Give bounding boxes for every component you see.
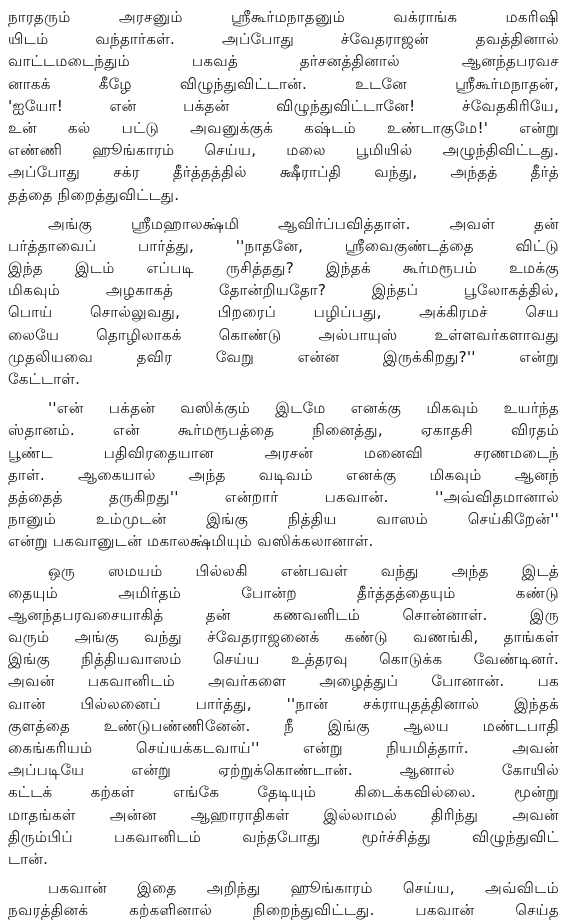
text-line: பர்த்தாவைப் பார்த்து, ''நாதனே, ஸ்ரீவைகுண்டத்தை விட்டு <box>8 236 559 255</box>
text-line: தத்தை நிறைத்துவிட்டது. <box>8 185 180 204</box>
text-line: கைங்கரியம் செய்யக்கடவாய்'' என்று நியமித்தார். அவன் <box>8 739 559 757</box>
paragraph-1 <box>8 6 559 206</box>
text-line: நவரத்தினக் கற்களினால் நிறைந்துவிட்டது. பகவான் செய்த <box>8 901 559 920</box>
paragraph-gap <box>8 553 559 560</box>
text-line: தத்தைத் தருகிறது'' என்றார் பகவான். ''அவ்விதமானால் <box>8 487 559 506</box>
paragraph-gap <box>8 870 559 877</box>
text-line: கேட்டாள். <box>8 370 81 388</box>
text-line: வான் பில்லனைப் பார்த்து, ''நான் சக்ராயுதத்தினால் இந்தக் <box>8 694 559 713</box>
text-line: ஸ்தானம். என் கூர்மரூபத்தை நினைத்து, ஏகாதசி விரதம் <box>8 421 559 440</box>
text-line: திரும்பிப் பகவானிடம் வந்தபோது மூர்ச்சித்து விழுந்துவிட் <box>8 827 559 846</box>
text-line: குளத்தை உண்டுபண்ணினேன். நீ இங்கு ஆலய மண்டபாதி <box>8 716 559 735</box>
text-line: வரும் அங்கு வந்து ச்வேதராஜனைக் கண்டு வணங்கி, தாங்கள் <box>8 628 559 647</box>
paragraph-2 <box>8 213 559 391</box>
text-line: யிடம் வந்தார்கள். அப்போது ச்வேதராஜன் தவத்தினால் <box>8 30 559 49</box>
text-line: வாட்டமடைந்தும் பகவத் தர்சனத்தினால் ஆனந்தபரவச <box>8 52 559 71</box>
text-line: தாள். ஆகையால் அந்த வடிவம் எனக்கு மிகவும் ஆனந் <box>8 465 559 484</box>
text-line: முதலியவை தவிர வேறு என்ன இருக்கிறது?'' என்று <box>8 347 559 366</box>
text-line: கட்டக் கற்கள் எங்கே தேடியும் கிடைக்கவில்லை. மூன்று <box>8 783 559 802</box>
text-line: இந்த இடம் எப்படி ருசித்தது? இந்தக் கூர்மரூபம் உமக்கு <box>8 259 559 278</box>
text-line: அங்கு ஸ்ரீமஹாலக்ஷ்மி ஆவிர்ப்பவித்தாள். அவள் தன் <box>48 214 559 233</box>
text-line: ஒரு ஸமயம் பில்லகி என்பவள் வந்து அந்த இடத் <box>48 561 559 580</box>
text-line: என்று பகவானுடன் மகாலக்ஷ்மியும் வஸிக்கலானாள். <box>8 532 374 551</box>
text-line: உன் கல் பட்டு அவனுக்குக் கஷ்டம் உண்டாகுமே!' என்று <box>8 118 559 137</box>
text-line: மாதங்கள் அன்ன ஆஹாராதிகள் இல்லாமல் திரிந்து அவன் <box>8 805 559 824</box>
text-line: இங்கு நித்தியவாஸம் செய்ய உத்தரவு கொடுக்க வேண்டினர். <box>8 650 559 669</box>
text-line: 'ஐயோ! என் பக்தன் விழுந்துவிட்டானே! ச்வேதகிரியே, <box>8 96 559 115</box>
text-line: அப்போது சக்ர தீர்த்தத்தில் க்ஷீராப்தி வந்து, அந்தத் தீர்த் <box>8 163 559 182</box>
text-line: நானும் உம்முடன் இங்கு நித்திய வாஸம் செய்கிறேன்'' <box>8 510 559 529</box>
text-line: நாரதரும் அரசனும் ஸ்ரீகூர்மநாதனும் வக்ராங்க மகரிஷி <box>8 8 559 26</box>
text-line: லையே தொழிலாகக் கொண்டு அல்பாயுஸ் உள்ளவர்களாவது <box>8 325 559 344</box>
paragraph-4 <box>8 560 559 871</box>
paragraph-5 <box>8 877 559 921</box>
text-line: அவன் பகவானிடம் அவர்களை அழைத்துப் போனான். பக <box>8 672 559 691</box>
text-line: ஆனந்தபரவசையாகித் தன் கணவனிடம் சொன்னாள். இரு <box>8 605 559 624</box>
text-line: எண்ணி ஹூங்காரம் செய்ய, மலை பூமியில் அழுந்திவிட்டது. <box>8 141 559 160</box>
text-line: பகவான் இதை அறிந்து ஹூங்காரம் செய்ய, அவ்விடம் <box>48 879 559 898</box>
text-line: டான். <box>8 849 49 868</box>
paragraph-gap <box>8 206 559 213</box>
text-line: னாகக் கீழே விழுந்துவிட்டான். உடனே ஸ்ரீகூர்மநாதன், <box>8 74 559 93</box>
text-line: தையும் அமிர்தம் போன்ற தீர்த்தத்தையும் கண்டு <box>8 583 559 602</box>
text-line: அப்படியே என்று ஏற்றுக்கொண்டான். ஆனால் கோயில் <box>8 761 559 780</box>
text-line: பூண்ட பதிவிரதையான அரசன் மனைவி சரணமடைந் <box>8 443 559 462</box>
text-line: ''என் பக்தன் வஸிக்கும் இடமே எனக்கு மிகவும் உயர்ந்த <box>48 399 559 418</box>
text-line: பொய் சொல்லுவது, பிறரைப் பழிப்பது, அக்கிரமச் செய <box>8 303 559 322</box>
text-line: மிகவும் அழகாகத் தோன்றியதோ? இந்தப் பூலோகத்தில், <box>8 281 559 300</box>
paragraph-gap <box>8 390 559 397</box>
paragraph-3 <box>8 397 559 552</box>
